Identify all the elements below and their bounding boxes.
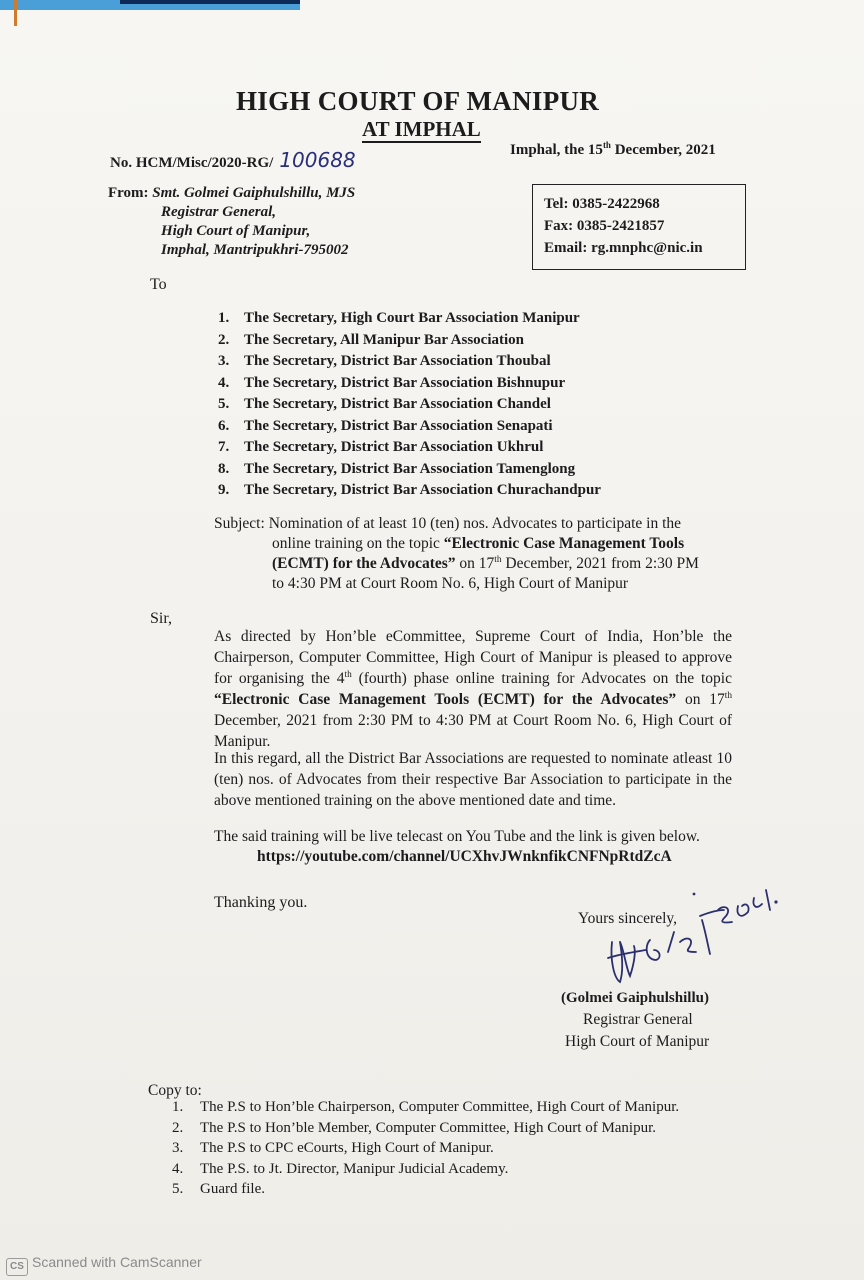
list-item: 8. The Secretary, District Bar Association Tamenglong [218, 460, 576, 477]
list-item: 1. The P.S to Hon’ble Chairperson, Computer Committee, High Court of Manipur. [172, 1099, 680, 1115]
date-sup: th [602, 140, 611, 150]
from-label: From: [108, 185, 149, 201]
subject-bold: “Electronic Case Management Tools [443, 535, 685, 552]
sender-name: Smt. Golmei Gaiphulshillu, MJS [152, 185, 356, 201]
subject-block: Subject: Nomination of at least 10 (ten) nos. Advocates to participate in the online training on the topic “Electronic Case Management Tools (ECMT) for the Advocates” on 17th December, 2021 from 2:30 PM to 4:30 PM at Court Room No. 6, High Court of Manipur [214, 515, 699, 592]
contact-tel: Tel: 0385-2422968 [544, 196, 660, 212]
date-prefix: Imphal, the 15 [510, 142, 603, 158]
list-item: 2. The Secretary, All Manipur Bar Association [218, 331, 525, 348]
page-corner-mark [0, 0, 17, 26]
handwritten-number: 100688 [279, 148, 356, 172]
subject-line: to 4:30 PM at Court Room No. 6, High Court of Manipur [272, 575, 629, 592]
yours-sincerely: Yours sincerely, [578, 910, 678, 927]
list-item: 2. The P.S to Hon’ble Member, Computer Committee, High Court of Manipur. [172, 1119, 657, 1136]
thanks-text: Thanking you. [214, 894, 308, 911]
list-item: 5. The Secretary, District Bar Association Chandel [218, 396, 551, 412]
camscanner-watermark [6, 1254, 202, 1276]
handwritten-signature [590, 880, 780, 990]
document-subtitle: AT IMPHAL [362, 117, 481, 141]
list-item: 5. Guard file. [172, 1181, 265, 1197]
salutation: Sir, [150, 610, 173, 627]
paragraph-1: As directed by Hon’ble eCommittee, Supreme Court of India, Hon’ble the Chairperson, Computer Committee, High Court of Manipur is pleased to approve for organising the 4th (fourth) phase online training for Advocates on the topic “Electronic Case Management Tools (ECMT) for the Advocates” on 17th December, 2021 from 2:30 PM to 4:30 PM at Court Room No. 6, High Court of Manipur. [214, 628, 732, 750]
to-label: To [150, 276, 167, 293]
camscanner-logo-icon: CS [6, 1258, 28, 1276]
signatory-court: High Court of Manipur [565, 1033, 710, 1050]
letter-date [510, 142, 716, 159]
sender-line: Imphal, Mantripukhri-795002 [161, 242, 349, 258]
contact-box [532, 184, 746, 270]
signatory-name: (Golmei Gaiphulshillu) [561, 990, 709, 1006]
list-item: 4. The Secretary, District Bar Association Bishnupur [218, 374, 566, 391]
list-item: 4. The P.S. to Jt. Director, Manipur Judicial Academy. [172, 1160, 509, 1177]
document-title: HIGH COURT OF MANIPUR [236, 86, 600, 116]
watermark-text: Scanned with CamScanner [32, 1254, 202, 1270]
paragraph-2: In this regard, all the District Bar Associations are requested to nominate atleast 10 (ten) nos. of Advocates from their respective Bar Association to participate in the above mentioned training on the above mentioned date and time. [214, 750, 732, 809]
addressee-list [218, 308, 601, 502]
subject-label: Subject: [214, 515, 265, 532]
training-title: “Electronic Case Management Tools (ECMT) for the Advocates” [214, 691, 677, 708]
list-item: 3. The Secretary, District Bar Association Thoubal [218, 353, 551, 369]
sender-block [108, 184, 356, 258]
subject-bold: (ECMT) for the Advocates” [272, 555, 456, 572]
copy-list [172, 1097, 679, 1200]
subject-line: online training on the topic [272, 535, 444, 552]
list-item: 1. The Secretary, High Court Bar Association Manipur [218, 310, 580, 326]
copy-to-label: Copy to: [148, 1082, 202, 1099]
youtube-link[interactable]: https://youtube.com/channel/UCXhvJWnknfikCNFNpRtdZcA [257, 848, 672, 865]
list-item: 3. The P.S to CPC eCourts, High Court of Manipur. [172, 1140, 494, 1156]
list-item: 7. The Secretary, District Bar Association Ukhrul [218, 439, 544, 455]
top-edge-strip [0, 0, 864, 14]
reference-prefix: No. HCM/Misc/2020-RG/ [110, 155, 274, 171]
contact-email: Email: rg.mnphc@nic.in [544, 240, 703, 256]
contact-fax: Fax: 0385-2421857 [544, 218, 665, 234]
sender-line: High Court of Manipur, [161, 223, 311, 239]
reference-number [110, 148, 356, 172]
date-suffix: December, 2021 [610, 142, 716, 158]
list-item: 6. The Secretary, District Bar Association Senapati [218, 417, 553, 434]
list-item: 9. The Secretary, District Bar Association Churachandpur [218, 482, 601, 498]
paragraph-3: The said training will be live telecast on You Tube and the link is given below. [214, 828, 700, 845]
signatory-designation: Registrar General [583, 1011, 693, 1028]
sender-lines [161, 203, 349, 260]
sender-line: Registrar General, [161, 204, 277, 220]
subject-line: Nomination of at least 10 (ten) nos. Advocates to participate in the [268, 515, 682, 532]
